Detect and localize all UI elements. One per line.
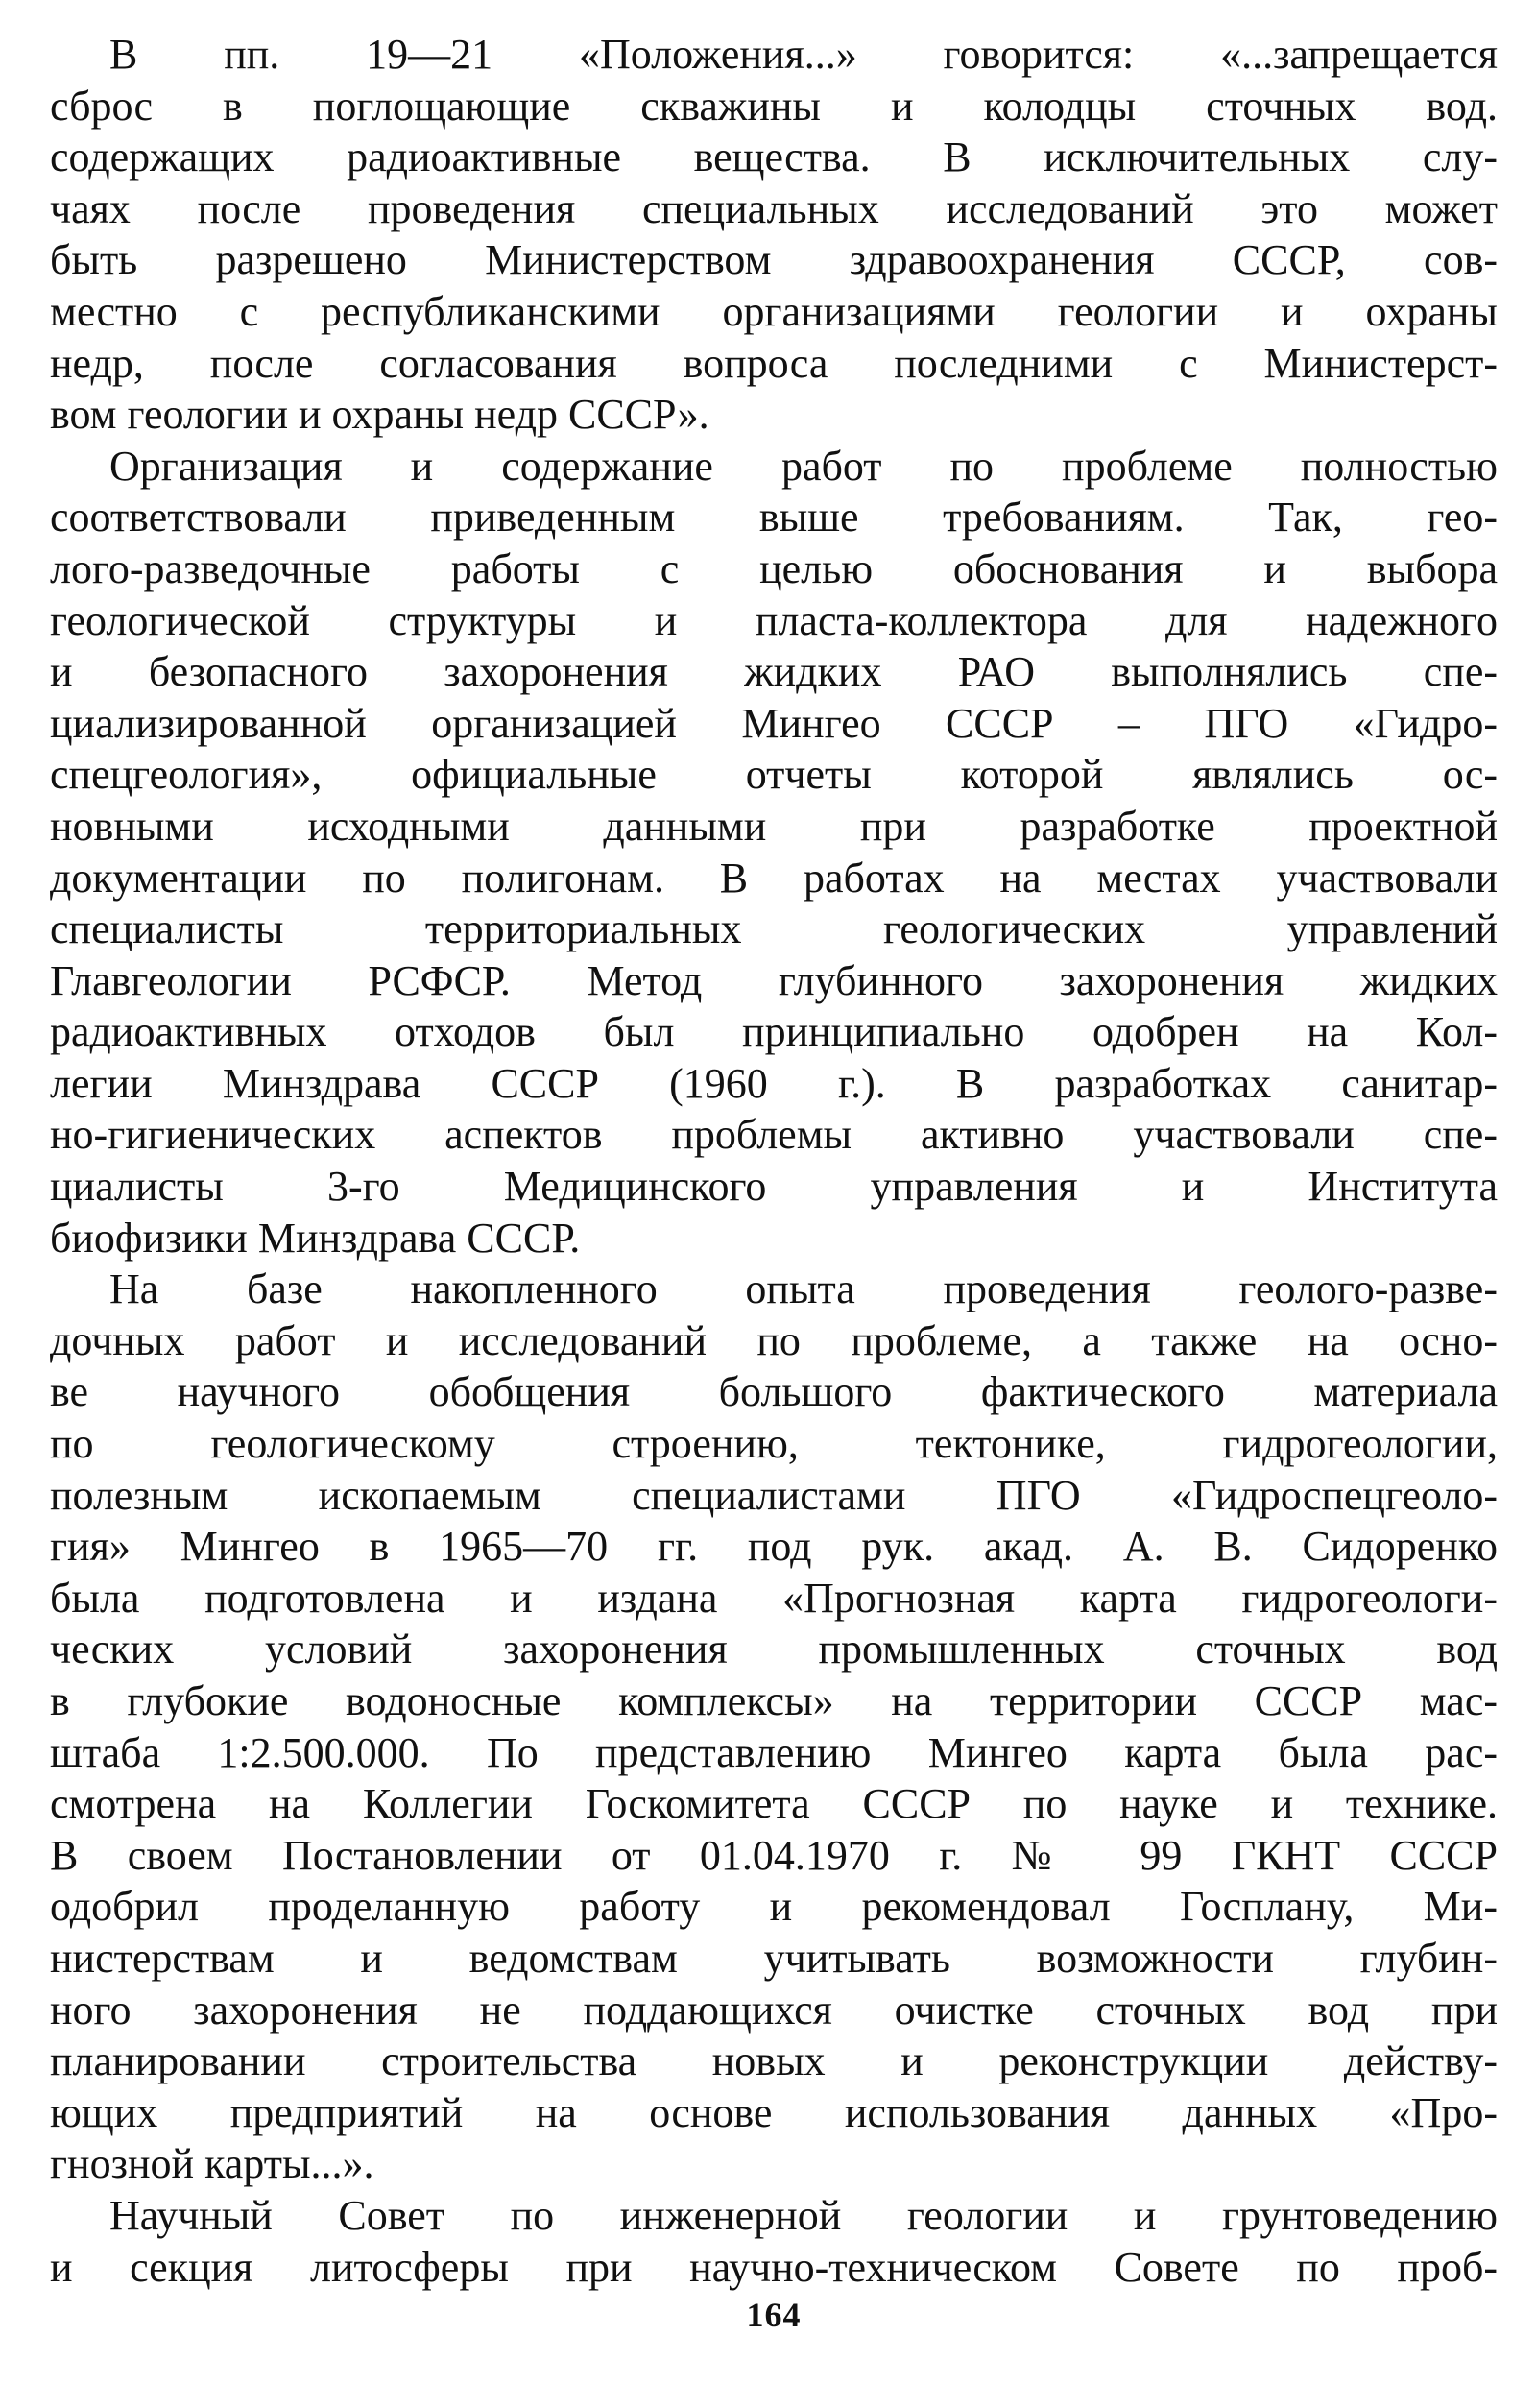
text-line: была подготовлена и издана «Прогнозная карта гидрогеологи- [50, 1574, 1498, 1622]
text-line: местно с республиканскими организациями геологии и охраны [50, 287, 1498, 335]
text-line: одобрил проделанную работу и рекомендовал Госплану, Ми- [50, 1883, 1498, 1931]
text-line: гнозной карты...». [50, 2140, 374, 2188]
paragraph-2 [50, 441, 1498, 1264]
text-line: но-гигиенических аспектов проблемы активно участвовали спе- [50, 1111, 1498, 1159]
text-line: специалисты территориальных геологических управлений [50, 905, 1498, 953]
text-line: полезным ископаемым специалистами ПГО «Гидроспецгеоло- [50, 1471, 1498, 1519]
text-line: недр, после согласования вопроса последними с Министерст- [50, 339, 1498, 387]
text-line: быть разрешено Министерством здравоохранения СССР, сов- [50, 236, 1498, 284]
text-line: новными исходными данными при разработке проектной [50, 802, 1498, 850]
text-line: по геологическому строению, тектонике, гидрогеологии, [50, 1420, 1498, 1468]
text-line: Главгеологии РСФСР. Метод глубинного захоронения жидких [50, 956, 1498, 1004]
text-line: радиоактивных отходов был принципиально одобрен на Кол- [50, 1008, 1498, 1056]
text-line: и секция литосферы при научно-техническом Совете по проб- [50, 2243, 1498, 2291]
text-line: Научный Совет по инженерной геологии и грунтоведению [109, 2191, 1498, 2239]
paragraph-4 [50, 2190, 1498, 2293]
paragraph-3 [50, 1264, 1498, 2190]
text-line: смотрена на Коллегии Госкомитета СССР по науке и технике. [50, 1780, 1498, 1828]
text-line: циалисты 3-го Медицинского управления и Института [50, 1163, 1498, 1211]
text-line: соответствовали приведенным выше требованиям. Так, гео- [50, 494, 1498, 542]
text-line: документации по полигонам. В работах на местах участвовали [50, 854, 1498, 902]
text-column [50, 29, 1498, 2293]
text-line: ющих предприятий на основе использования данных «Про- [50, 2088, 1498, 2136]
text-line: сброс в поглощающие скважины и колодцы сточных вод. [50, 82, 1498, 130]
text-line: В своем Постановлении от 01.04.1970 г. № 99 ГКНТ СССР [50, 1831, 1498, 1879]
text-line: вом геологии и охраны недр СССР». [50, 391, 709, 439]
text-line: циализированной организацией Мингео СССР – ПГО «Гидро- [50, 699, 1498, 747]
text-line: На базе накопленного опыта проведения геолого-разве- [109, 1265, 1498, 1313]
text-line: спецгеология», официальные отчеты которой являлись ос- [50, 751, 1498, 799]
text-line: Организация и содержание работ по проблеме полностью [109, 442, 1498, 490]
text-line: ного захоронения не поддающихся очистке сточных вод при [50, 1986, 1498, 2034]
text-line: легии Минздрава СССР (1960 г.). В разработках санитар- [50, 1059, 1498, 1107]
text-line: биофизики Минздрава СССР. [50, 1214, 581, 1262]
text-line: штаба 1:2.500.000. По представлению Мингео карта была рас- [50, 1728, 1498, 1776]
text-line: В пп. 19—21 «Положения...» говорится: «...запрещается [109, 31, 1498, 78]
text-line: ве научного обобщения большого фактического материала [50, 1368, 1498, 1416]
text-line: нистерствам и ведомствам учитывать возможности глубин- [50, 1934, 1498, 1982]
text-line: чаях после проведения специальных исследований это может [50, 184, 1498, 232]
text-line: ческих условий захоронения промышленных сточных вод [50, 1625, 1498, 1674]
text-line: гия» Мингео в 1965—70 гг. под рук. акад. А. В. Сидоренко [50, 1523, 1498, 1571]
text-line: геологической структуры и пласта-коллектора для надежного [50, 596, 1498, 644]
text-line: в глубокие водоносные комплексы» на территории СССР мас- [50, 1677, 1498, 1724]
text-line: и безопасного захоронения жидких РАО выполнялись спе- [50, 648, 1498, 696]
text-line: дочных работ и исследований по проблеме, а также на осно- [50, 1316, 1498, 1364]
paragraph-1 [50, 29, 1498, 441]
text-line: планировании строительства новых и реконструкции действу- [50, 2037, 1498, 2085]
text-line: лого-разведочные работы с целью обоснования и выбора [50, 544, 1498, 592]
text-line: содержащих радиоактивные вещества. В исключительных слу- [50, 133, 1498, 181]
book-page [50, 29, 1498, 2372]
page-number: 164 [746, 2296, 802, 2334]
